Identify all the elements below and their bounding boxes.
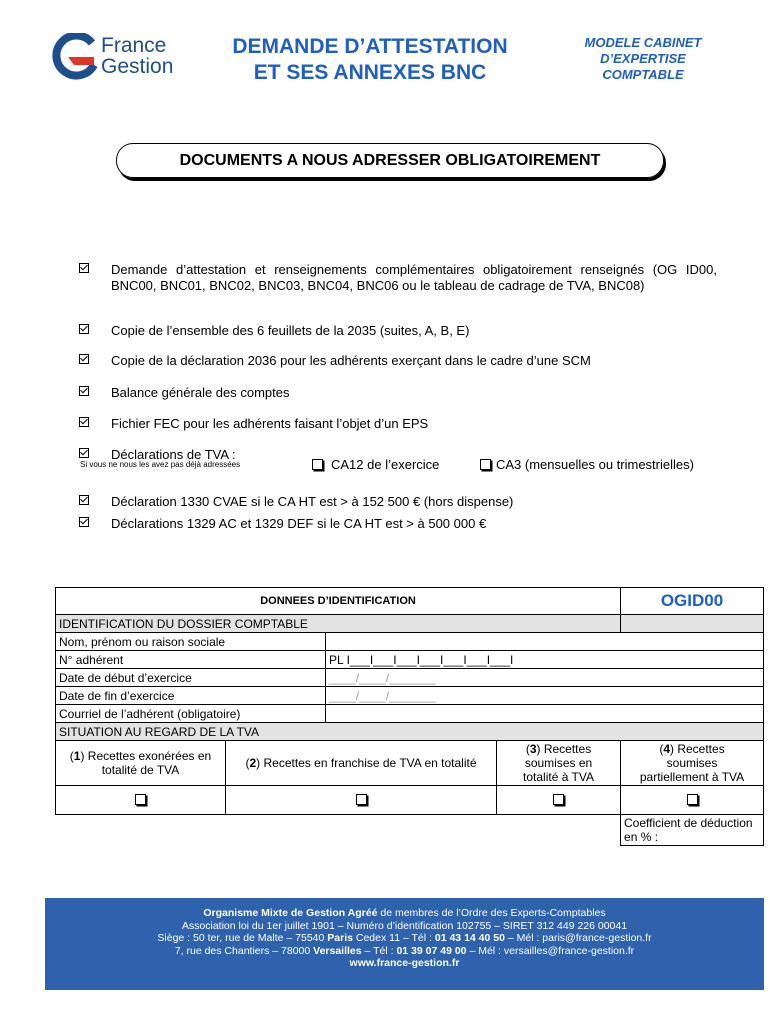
tva-col-1: (1) Recettes exonérées en totalité de TVA <box>56 741 226 786</box>
table-row <box>56 669 764 687</box>
checklist-item-1330: Déclaration 1330 CVAE si le CA HT est > à 152 500 € (hors dispense) <box>111 494 514 509</box>
checkbox-empty-icon[interactable] <box>687 794 698 805</box>
option-ca12-label: CA12 de l’exercice <box>331 457 440 472</box>
checkbox-checked-icon[interactable] <box>79 384 89 399</box>
row-label: N° adhérent <box>56 651 326 669</box>
checkbox-checked-icon[interactable] <box>79 493 89 508</box>
email-field[interactable] <box>326 705 764 723</box>
model-label-line1: MODELE CABINET <box>584 35 702 50</box>
footer <box>45 898 764 990</box>
row-label: Courriel de l’adhérent (obligatoire) <box>56 705 326 723</box>
model-label-line2: D’EXPERTISE <box>600 51 686 66</box>
checkbox-empty-icon[interactable] <box>480 459 491 470</box>
tva-col-3: (3) Recettes soumises en totalité à TVA <box>497 741 621 786</box>
coefficient-field[interactable]: Coefficient de déduction en % : <box>621 815 764 846</box>
checkbox-empty-icon[interactable] <box>553 794 564 805</box>
checkbox-checked-icon[interactable] <box>79 322 89 337</box>
checkbox-checked-icon[interactable] <box>79 261 89 276</box>
checkbox-empty-icon[interactable] <box>356 794 367 805</box>
option-ca12[interactable] <box>312 457 439 472</box>
section-identification: IDENTIFICATION DU DOSSIER COMPTABLE <box>56 615 621 633</box>
checklist-item-fec: Fichier FEC pour les adhérents faisant l’objet d’un EPS <box>111 416 429 431</box>
logo-text-line2: Gestion <box>101 55 174 78</box>
checklist-item-demande: Demande d’attestation et renseignements complémentaires obligatoirement renseignés (OG ID00, BNC00, BNC01, BNC02, BNC03, BNC04, BNC06 ou le tableau de cadrage de TVA, BNC08) <box>111 262 717 293</box>
identification-table <box>55 587 764 846</box>
france-gestion-logo <box>52 33 202 83</box>
checklist-item-balance: Balance générale des comptes <box>111 385 290 400</box>
name-field[interactable] <box>326 633 764 651</box>
table-row <box>56 651 764 669</box>
footer-line1: Organisme Mixte de Gestion Agréé de membres de l’Ordre des Experts-Comptables <box>203 907 606 919</box>
row-label: Date de début d’exercice <box>56 669 326 687</box>
footer-line3: Siège : 50 ter, rue de Malte – 75540 Paris Cedex 11 – Tél : 01 43 14 40 50 – Mél : paris@france-gestion.fr <box>157 932 652 944</box>
row-label: Nom, prénom ou raison sociale <box>56 633 326 651</box>
footer-website[interactable]: www.france-gestion.fr <box>349 957 460 969</box>
table-title: DONNEES D’IDENTIFICATION <box>56 588 621 615</box>
logo-mark-icon <box>52 33 98 83</box>
option-ca3[interactable] <box>480 457 694 472</box>
page-title-line1: DEMANDE D’ATTESTATION <box>232 35 508 58</box>
checkbox-empty-icon[interactable] <box>135 794 146 805</box>
checkbox-checked-icon[interactable] <box>79 352 89 367</box>
start-date-field[interactable]: ____/____/_______ <box>326 669 764 687</box>
footer-line2: Association loi du 1er juillet 1901 – Numéro d’identification 102755 – SIRET 312 449 226 00041 <box>181 919 628 932</box>
checklist-item-2035: Copie de l’ensemble des 6 feuillets de la 2035 (suites, A, B, E) <box>111 323 470 338</box>
checkbox-checked-icon[interactable] <box>79 446 89 461</box>
table-row <box>56 633 764 651</box>
tva-note: Si vous ne nous les avez pas déjà adressées <box>80 460 241 469</box>
footer-line4: 7, rue des Chantiers – 78000 Versailles – Tél : 01 39 07 49 00 – Mél : versailles@france-gestion.fr <box>174 944 635 957</box>
logo-text-line1: France <box>101 34 167 57</box>
row-label: Date de fin d’exercice <box>56 687 326 705</box>
end-date-field[interactable]: ____/____/_______ <box>326 687 764 705</box>
page-title <box>200 34 540 86</box>
checklist-item-tva: Déclarations de TVA : <box>111 447 236 462</box>
table-row <box>56 687 764 705</box>
documents-banner: DOCUMENTS A NOUS ADRESSER OBLIGATOIREMENT <box>116 143 664 178</box>
checkbox-checked-icon[interactable] <box>79 415 89 430</box>
checklist-item-2036: Copie de la déclaration 2036 pour les adhérents exerçant dans le cadre d’une SCM <box>111 353 591 368</box>
section-tva: SITUATION AU REGARD DE LA TVA <box>56 723 764 741</box>
tva-col-2: (2) Recettes en franchise de TVA en totalité <box>226 741 497 786</box>
checklist-item-1329: Déclarations 1329 AC et 1329 DEF si le CA HT est > à 500 000 € <box>111 516 487 531</box>
checkbox-checked-icon[interactable] <box>79 515 89 530</box>
model-label-line3: COMPTABLE <box>602 67 684 82</box>
option-ca3-label: CA3 (mensuelles ou trimestrielles) <box>496 457 694 472</box>
table-row <box>56 705 764 723</box>
model-label <box>568 35 718 83</box>
form-code: OGID00 <box>621 588 764 615</box>
checkbox-empty-icon[interactable] <box>312 459 323 470</box>
page-title-line2: ET SES ANNEXES BNC <box>253 61 487 84</box>
member-number-field[interactable]: PL I___I___I___I___I___I___I___I <box>326 651 764 669</box>
tva-col-4: (4) Recettes soumises partiellement à TVA <box>621 741 764 786</box>
